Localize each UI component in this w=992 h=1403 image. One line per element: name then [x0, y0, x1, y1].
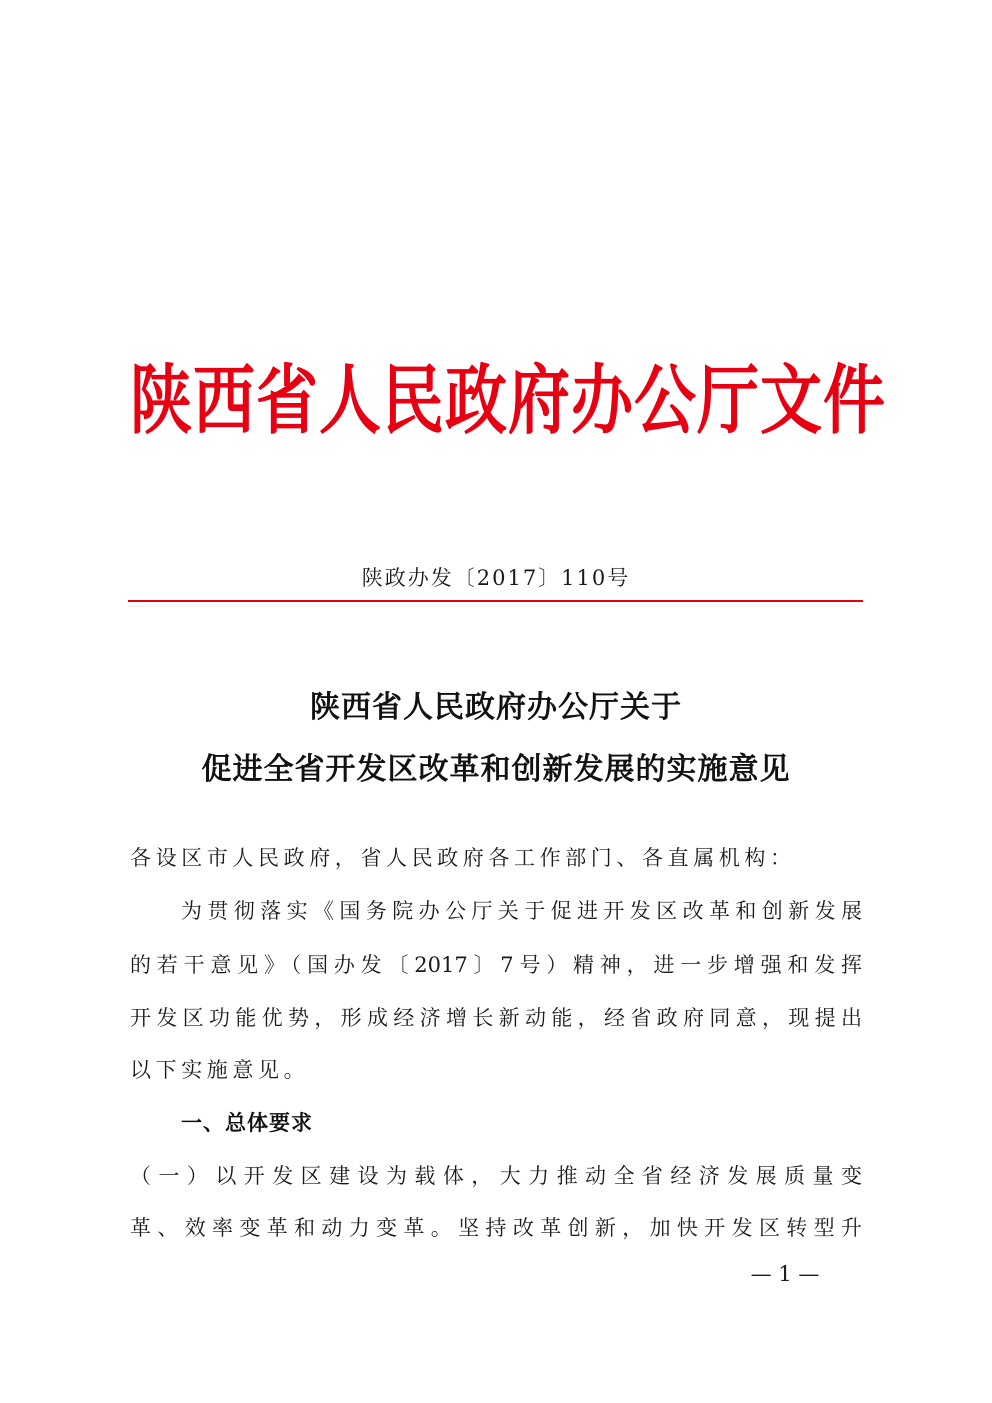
paragraph-1-line-2: 的若干意见》（国办发〔2017〕7号）精神，进一步增强和发挥	[130, 953, 862, 977]
page-number: — 1 —	[750, 1262, 820, 1286]
section-heading: 一、总体要求	[181, 1111, 313, 1135]
document-title-line-2: 促进全省开发区改革和创新发展的实施意见	[201, 752, 791, 787]
paragraph-1-line-1: 为贯彻落实《国务院办公厅关于促进开发区改革和创新发展	[181, 899, 862, 923]
paragraph-2-line-2: 革、效率变革和动力变革。坚持改革创新，加快开发区转型升	[130, 1216, 862, 1240]
masthead-title: 陕西省人民政府办公厅文件	[130, 355, 887, 445]
document-number: 陕政办发〔2017〕110号	[361, 566, 631, 590]
paragraph-1-line-4: 以下实施意见。	[130, 1058, 310, 1082]
red-divider-line	[128, 600, 863, 602]
paragraph-2-line-1: （一）以开发区建设为载体，大力推动全省经济发展质量变	[130, 1164, 862, 1188]
paragraph-1-line-3: 开发区功能优势，形成经济增长新动能，经省政府同意，现提出	[130, 1006, 862, 1030]
salutation: 各设区市人民政府，省人民政府各工作部门、各直属机构：	[130, 846, 796, 870]
document-title-line-1: 陕西省人民政府办公厅关于	[310, 690, 682, 725]
